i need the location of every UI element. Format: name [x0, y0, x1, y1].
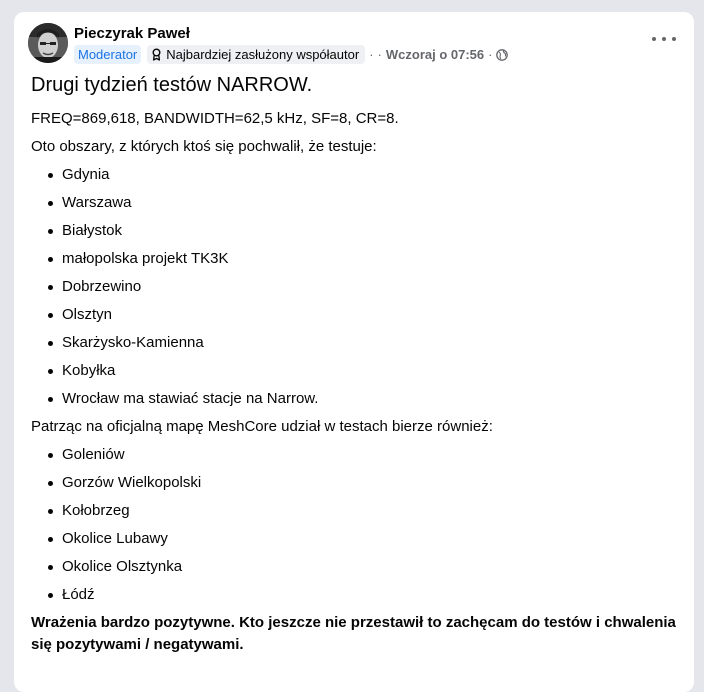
list-item: Warszawa	[31, 189, 681, 217]
separator: ·	[369, 47, 374, 62]
post-params: FREQ=869,618, BANDWIDTH=62,5 kHz, SF=8, CR=8.	[31, 110, 399, 127]
list-item: Okolice Lubawy	[31, 525, 681, 553]
list-item: Olsztyn	[31, 301, 681, 329]
author-name[interactable]: Pieczyrak Paweł	[74, 25, 190, 42]
list-item: Białystok	[31, 217, 681, 245]
post-intro-2: Patrząc na oficjalną mapę MeshCore udział w testach bierze również:	[31, 418, 493, 435]
post-meta	[74, 44, 508, 65]
list-item: Skarżysko-Kamienna	[31, 329, 681, 357]
avatar[interactable]	[28, 23, 68, 63]
post-content	[31, 72, 681, 656]
list-item: Goleniów	[31, 441, 681, 469]
globe-icon[interactable]	[496, 49, 508, 61]
post-title: Drugi tydzień testów NARROW.	[31, 74, 313, 96]
location-list-2	[31, 441, 681, 609]
contributor-badge-label: Najbardziej zasłużony współautor	[166, 47, 360, 62]
moderator-badge[interactable]: Moderator	[74, 45, 141, 64]
more-options-icon[interactable]	[652, 32, 676, 46]
award-icon	[151, 48, 163, 62]
list-item: małopolska projekt TK3K	[31, 245, 681, 273]
separator: ·	[377, 47, 382, 62]
post-closing: Wrażenia bardzo pozytywne. Kto jeszcze nie przestawił to zachęcam do testów i chwalenia się pozytywami / negatywami.	[31, 614, 676, 653]
list-item: Gdynia	[31, 161, 681, 189]
separator: ·	[488, 47, 493, 62]
contributor-badge[interactable]	[147, 45, 365, 64]
list-item: Gorzów Wielkopolski	[31, 469, 681, 497]
list-item: Łódź	[31, 581, 681, 609]
post-card	[14, 12, 694, 692]
post-timestamp[interactable]: Wczoraj o 07:56	[385, 47, 485, 62]
list-item: Kołobrzeg	[31, 497, 681, 525]
list-item: Okolice Olsztynka	[31, 553, 681, 581]
list-item: Kobyłka	[31, 357, 681, 385]
list-item: Wrocław ma stawiać stacje na Narrow.	[31, 385, 681, 413]
list-item: Dobrzewino	[31, 273, 681, 301]
location-list-1	[31, 161, 681, 413]
post-intro-1: Oto obszary, z których ktoś się pochwalił, że testuje:	[31, 138, 377, 155]
